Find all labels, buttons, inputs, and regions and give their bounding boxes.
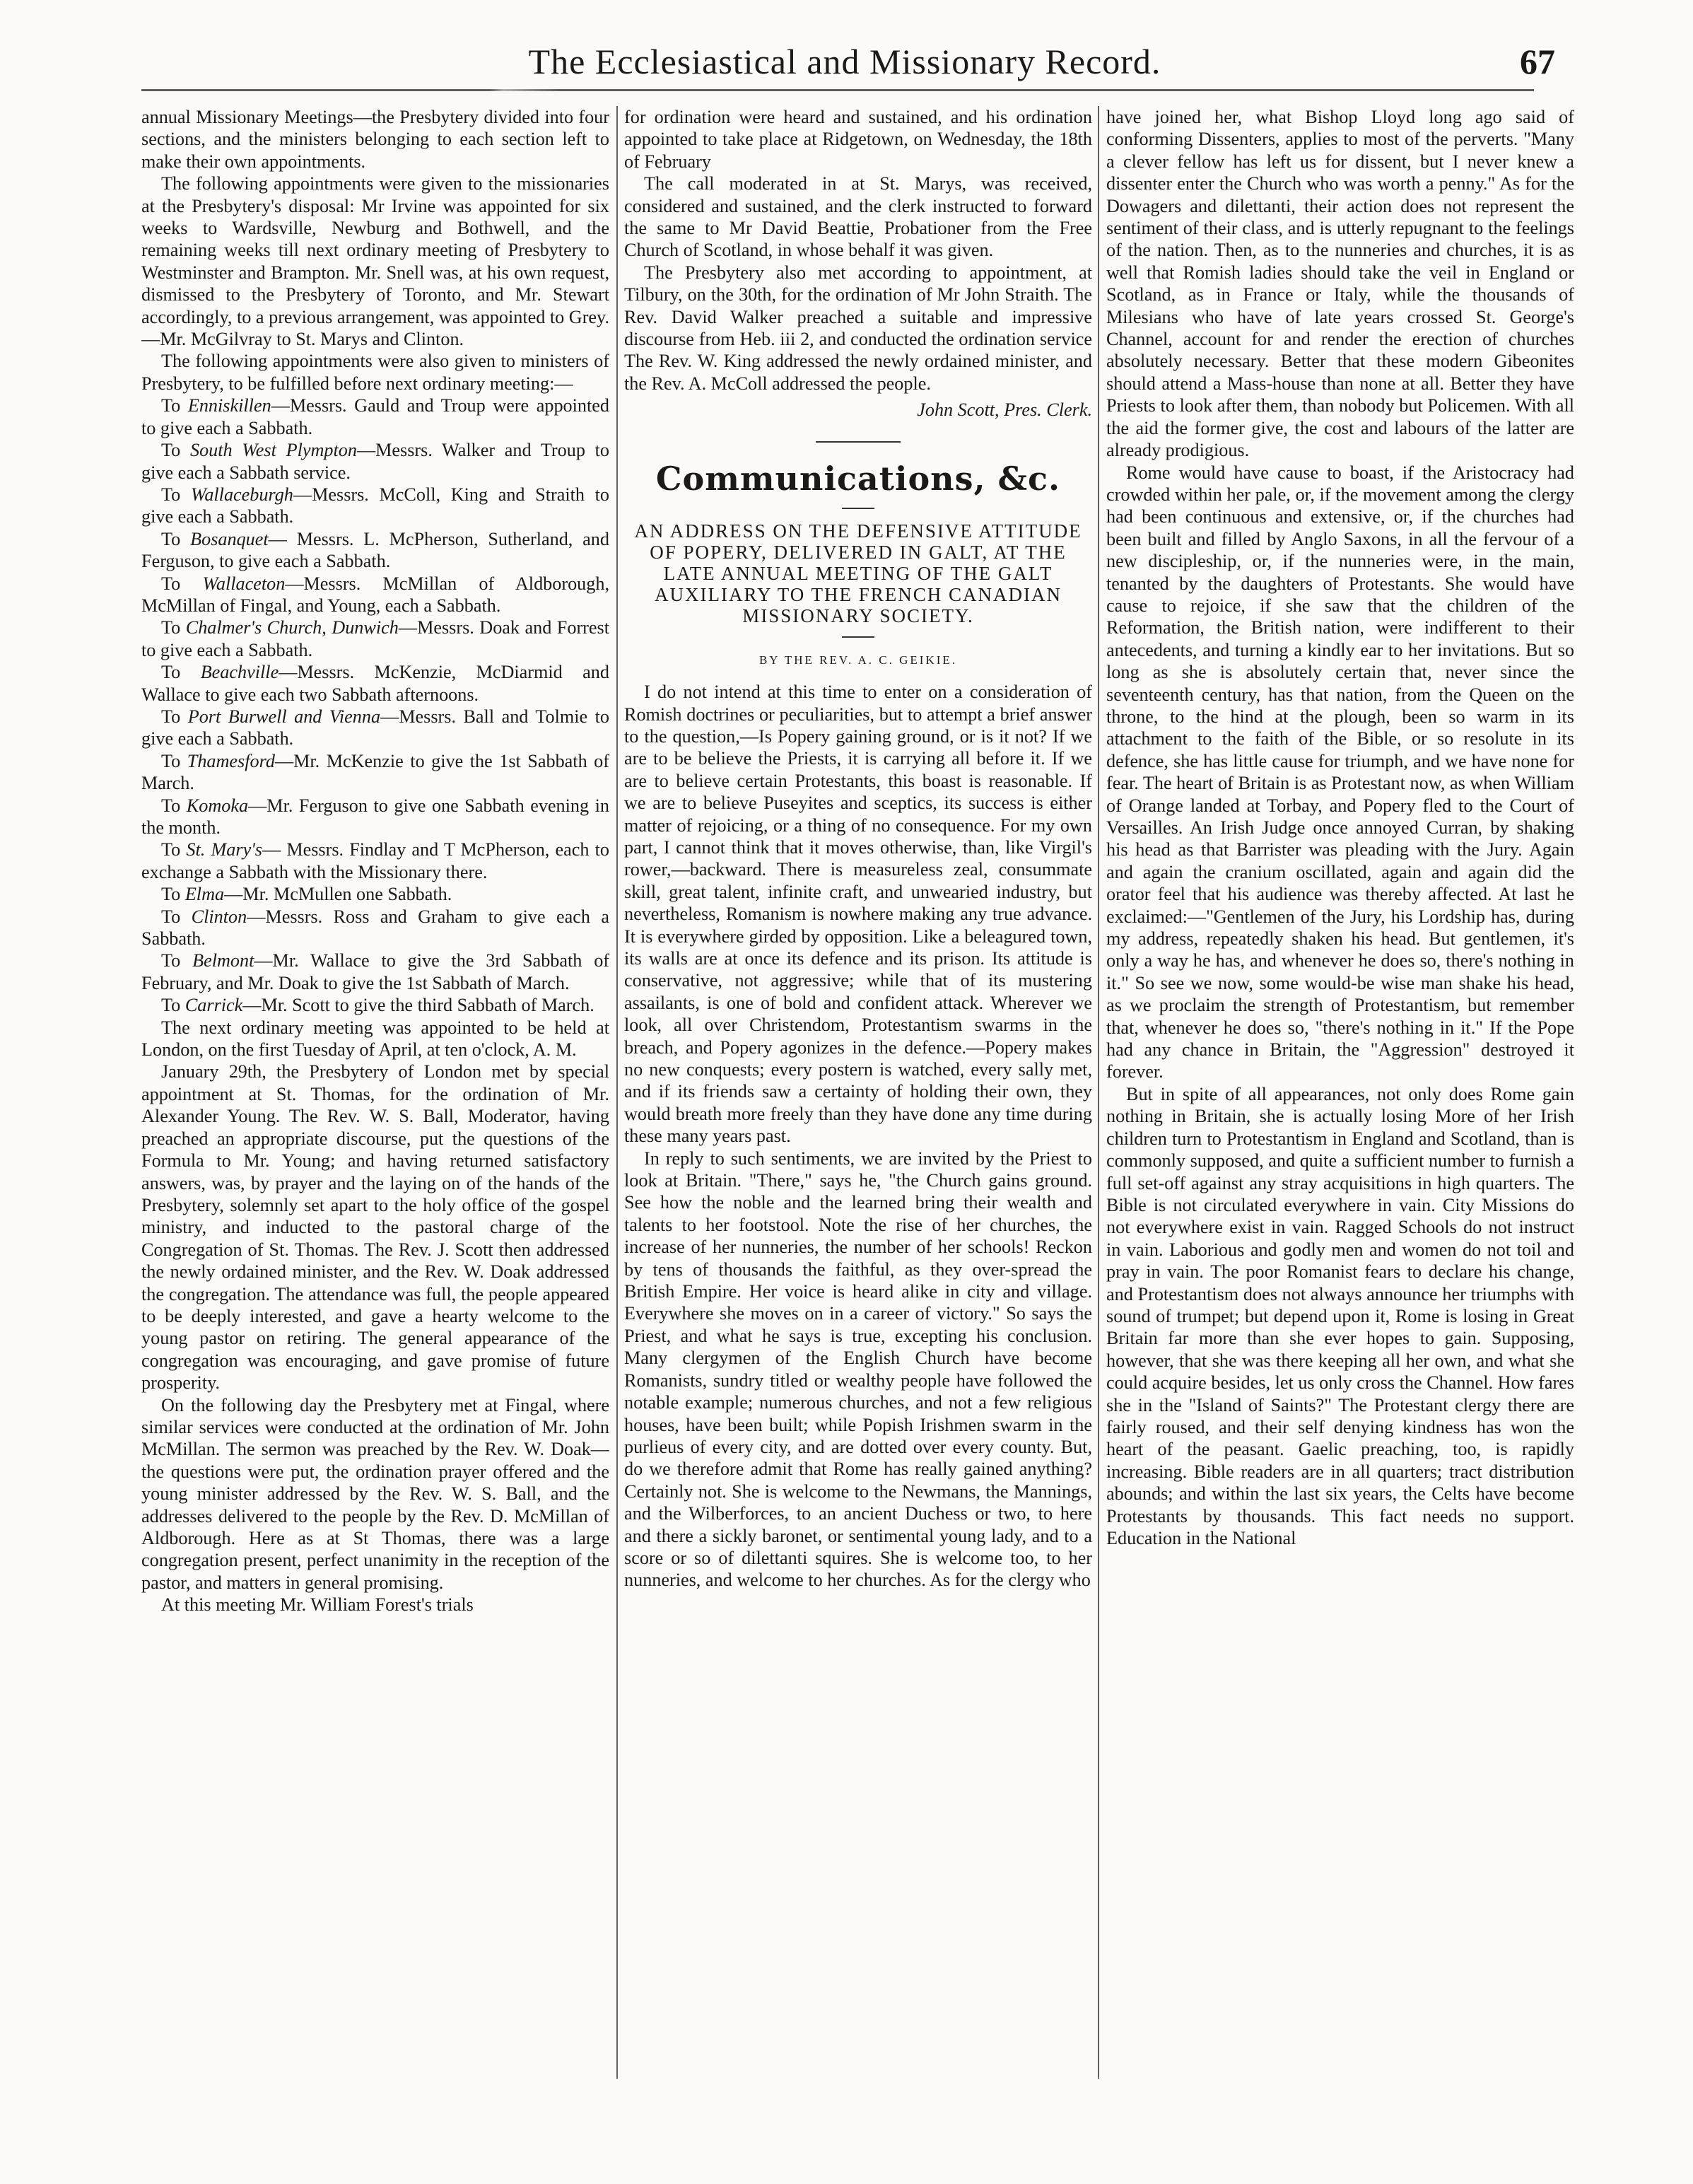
heading-divider — [842, 508, 874, 509]
publication-title: The Ecclesiastical and Missionary Record. — [528, 42, 1161, 81]
appointment-item: To South West Plympton—Messrs. Walker and Troup to give each a Sabbath service. — [141, 440, 609, 483]
appointment-place: Enniskillen — [187, 395, 271, 416]
article-byline: BY THE REV. A. C. GEIKIE. — [758, 653, 958, 667]
clerk-signature: John Scott, Pres. Clerk. — [917, 399, 1092, 421]
appointment-item: To Port Burwell and Vienna—Messrs. Ball and Tolmie to give each a Sabbath. — [141, 706, 609, 749]
appointment-text: —Messrs. McKenzie, McDiarmid and Wallace to give each two Sabbath afternoons. — [141, 662, 609, 705]
appointment-place: Komoka — [186, 795, 249, 816]
paragraph: The following appointments were given to the missionaries at the Presbytery's disposal: Mr Irvine was appointed for six weeks to Wardsville, Newburg and Bothwell, and the remaining weeks till next ordinary meeting of Presbytery to Westminster and Brampton. Mr. Snell was, at his own request, dismissed to the Presbytery of Toronto, and Mr. Stewart accordingly, to a previous arrangement, was appointed to Grey.—Mr. McGilvray to St. Marys and Clinton. — [141, 173, 609, 350]
appointment-text: —Messrs. Ball and Tolmie to give each a Sabbath. — [141, 706, 609, 749]
appointment-text: —Messrs. Gauld and Troup were appointed to give each a Sabbath. — [141, 395, 609, 438]
appointment-text: —Mr. Wallace to give the 3rd Sabbath of February, and Mr. Doak to give the 1st Sabbath of March. — [141, 950, 609, 993]
appointment-place: Clinton — [191, 906, 247, 927]
column-3 — [1106, 106, 1574, 2163]
appointment-place: Belmont — [192, 950, 254, 971]
appointment-item: To Wallaceton—Messrs. McMillan of Aldborough, McMillan of Fingal, and Young, each a Sabbath. — [141, 573, 609, 616]
appointment-item: To Wallaceburgh—Messrs. McColl, King and Straith to give each a Sabbath. — [141, 484, 609, 527]
section-heading: Communications, &c. — [655, 459, 1061, 498]
section-divider — [816, 441, 901, 443]
paragraph: The call moderated in at St. Marys, was received, considered and sustained, and the clerk instructed to forward the same to Mr David Beattie, Probationer from the Free Church of Scotland, in whose behalf it was given. — [624, 173, 1092, 261]
appointment-place: Wallaceburgh — [190, 484, 293, 505]
appointment-text: — Messrs. Findlay and T McPherson, each to exchange a Sabbath with the Missionary there. — [141, 839, 609, 882]
appointment-item: To Enniskillen—Messrs. Gauld and Troup were appointed to give each a Sabbath. — [141, 395, 609, 438]
appointment-item: To St. Mary's— Messrs. Findlay and T McPherson, each to exchange a Sabbath with the Missionary there. — [141, 839, 609, 882]
title-divider — [842, 636, 874, 638]
column-2 — [624, 106, 1092, 2163]
paragraph: In reply to such sentiments, we are invited by the Priest to look at Britain. "There," says he, "the Church gains ground. See how the noble and the learned bring their wealth and talents to her footstool. Note the rise of her churches, the increase of her nunneries, the number of her schools! Reckon by tens of thousands the faithful, as they over-spread the British Empire. Her voice is heard alike in city and village. Everywhere she moves on in a career of victory." So says the Priest, and what he says is true, excepting his conclusion. Many clergymen of the English Church have become Romanists, sundry titled or wealthy people have followed the notable example; numerous churches, and not a few religious houses, have been built; while Popish Irishmen swarm in the purlieus of every city, and are dotted over every county. But, do we therefore admit that Rome has really gained anything? Certainly not. She is welcome to the Newmans, the Mannings, and the Wilberforces, to an ancient Duchess or two, to here and there a sickly baronet, or sentimental young lady, and to a score or so of dilettanti squires. She is welcome too, to her nunneries, and welcome to her churches. As for the clergy who — [624, 1148, 1092, 1591]
appointment-place: Beachville — [200, 662, 279, 683]
page-header — [134, 41, 1555, 83]
appointment-item: To Chalmer's Church, Dunwich—Messrs. Doak and Forrest to give each a Sabbath. — [141, 617, 609, 660]
paragraph: have joined her, what Bishop Lloyd long ago said of conforming Dissenters, applies to most of the perverts. "Many a clever fellow has left us for dissent, but I never knew a dissenter enter the Church who was worth a penny." As for the Dowagers and dilettanti, their action does not represent the sentiment of their class, and is utterly repugnant to the feelings of the nation. Then, as to the nunneries and churches, it is as well that Romish ladies should take the veil in England or Scotland, as in France or Italy, while the thousands of Milesians who have of late years crossed St. George's Channel, account for and render the erection of churches absolutely necessary. Better that these modern Gibeonites should attend a Mass-house than none at all. Better they have Priests to look after them, than nobody but Policemen. With all the aid the former give, the cost and labours of the latter are already prodigious. — [1106, 107, 1574, 461]
appointment-item: To Belmont—Mr. Wallace to give the 3rd Sabbath of February, and Mr. Doak to give the 1st Sabbath of March. — [141, 950, 609, 993]
appointment-item: To Carrick—Mr. Scott to give the third Sabbath of March. — [161, 995, 594, 1016]
appointment-text: —Messrs. Walker and Troup to give each a Sabbath service. — [141, 440, 609, 483]
paragraph: annual Missionary Meetings—the Presbytery divided into four sections, and the ministers belonging to each section left to make their own appointments. — [141, 107, 609, 172]
appointment-place: Carrick — [184, 995, 243, 1016]
appointment-item: To Bosanquet— Messrs. L. McPherson, Sutherland, and Ferguson, to give each a Sabbath. — [141, 528, 609, 572]
paragraph: January 29th, the Presbytery of London met by special appointment at St. Thomas, for the ordination of Mr. Alexander Young. The Rev. W. S. Ball, Moderator, having preached an appropriate discourse, put the questions of the Formula to Mr. Young; and having returned satisfactory answers, was, by prayer and the laying on of the hands of the Presbytery, solemnly set apart to the holy office of the gospel ministry, and inducted to the pastoral charge of the Congregation of St. Thomas. The Rev. J. Scott then addressed the newly ordained minister, and the Rev. W. Doak addressed the congregation. The attendance was full, the people appeared to be deeply interested, and gave a hearty welcome to the young pastor on retiring. The general appearance of the congregation was encouraging, and gave promise of future prosperity. — [141, 1061, 609, 1394]
appointment-item: To Beachville—Messrs. McKenzie, McDiarmid and Wallace to give each two Sabbath afternoons. — [141, 662, 609, 705]
appointment-item: To Thamesford—Mr. McKenzie to give the 1st Sabbath of March. — [141, 750, 609, 794]
column-1 — [141, 106, 609, 2163]
paragraph: The Presbytery also met according to appointment, at Tilbury, on the 30th, for the ordination of Mr John Straith. The Rev. David Walker preached a suitable and impressive discourse from Heb. iii 2, and conducted the ordination service The Rev. W. King addressed the newly ordained minister, and the Rev. A. McColl addressed the people. — [624, 262, 1092, 394]
appointment-item: To Clinton—Messrs. Ross and Graham to give each a Sabbath. — [141, 906, 609, 950]
article-title: AN ADDRESS ON THE DEFENSIVE ATTITUDE OF POPERY, DELIVERED IN GALT, AT THE LATE ANNUAL MEETING OF THE GALT AUXILIARY TO THE FRENCH CANADIAN MISSIONARY SOCIETY. — [634, 520, 1082, 626]
paragraph: The next ordinary meeting was appointed to be held at London, on the first Tuesday of April, at ten o'clock, A. M. — [141, 1017, 609, 1061]
paragraph: I do not intend at this time to enter on a consideration of Romish doctrines or peculiarities, but to attempt a brief answer to the question,—Is Popery gaining ground, or is it not? If we are to be believe the Priests, it is carrying all before it. If we are to believe certain Protestants, this boast is reasonable. If we are to believe Puseyites and sceptics, its success is either matter of rejoicing, or a thing of no consequence. For my own part, I cannot think that it moves otherwise, than, like Virgil's rower,—backward. There is measureless zeal, consummate skill, great talent, infinite craft, and unwearied industry, but nevertheless, Romanism is nowhere making any true advance. It is everywhere girded by opposition. Like a beleagured town, its walls are at once its defence and its prison. Its attitude is conservative, not aggressive; while that of its mustering assailants, is one of bold and confident attack. Wherever we look, all over Christendom, Protestantism swarms in the breach, and Popery agonizes in the defence.—Popery makes no new conquests; every postern is watched, every sally met, and if its friends saw a certainty of holding their own, they would breath more freely than they have done any time during these many years past. — [624, 682, 1092, 1147]
appointment-place: Thamesford — [187, 750, 275, 771]
header-rule — [141, 89, 1534, 91]
appointment-text: —Mr. Ferguson to give one Sabbath evening in the month. — [141, 795, 609, 838]
appointment-text: —Messrs. Doak and Forrest to give each a Sabbath. — [141, 617, 609, 660]
appointment-text: —Messrs. McMillan of Aldborough, McMillan of Fingal, and Young, each a Sabbath. — [141, 573, 609, 616]
appointment-text: —Messrs. McColl, King and Straith to give each a Sabbath. — [141, 484, 609, 527]
appointment-place: South West Plympton — [189, 440, 357, 461]
appointment-text: —Messrs. Ross and Graham to give each a Sabbath. — [141, 906, 609, 950]
appointment-place: Bosanquet — [190, 528, 269, 549]
appointment-place: St. Mary's — [186, 839, 262, 860]
page-number: 67 — [1520, 42, 1555, 81]
paragraph: for ordination were heard and sustained, and his ordination appointed to take place at Ridgetown, on Wednesday, the 18th of February — [624, 107, 1092, 172]
appointment-text: —Mr. Scott to give the third Sabbath of March. — [242, 995, 594, 1016]
column-divider — [1098, 106, 1099, 2079]
column-divider — [616, 106, 618, 2079]
appointment-place: Elma — [184, 884, 225, 905]
paragraph: At this meeting Mr. William Forest's trials — [161, 1594, 474, 1616]
appointment-text: — Messrs. L. McPherson, Sutherland, and Ferguson, to give each a Sabbath. — [141, 528, 609, 572]
appointment-place: Chalmer's Church, Dunwich — [185, 617, 399, 638]
appointment-item: To Komoka—Mr. Ferguson to give one Sabbath evening in the month. — [141, 795, 609, 838]
appointment-place: Wallaceton — [202, 573, 286, 594]
appointment-item: To Elma—Mr. McMullen one Sabbath. — [161, 884, 452, 905]
paragraph: On the following day the Presbytery met at Fingal, where similar services were conducted at the ordination of Mr. John McMillan. The sermon was preached by the Rev. W. Doak—the questions were put, the ordination prayer offered and the young minister addressed by the Rev. W. S. Ball, and the addresses delivered to the people by the Rev. D. McMillan of Aldborough. Here as at St Thomas, there was a large congregation present, perfect unanimity in the reception of the pastor, and matters in general promising. — [141, 1394, 609, 1593]
paragraph: The following appointments were also given to ministers of Presbytery, to be fulfilled before next ordinary meeting:— — [141, 351, 609, 394]
paragraph: Rome would have cause to boast, if the Aristocracy had crowded within her pale, or, if the movement among the clergy had been continuous and extensive, or, if the churches had been built and filled by Anglo Saxons, in all the fervour of a new discipleship, or, if the nunneries were, in the main, tenanted by the daughters of Protestants. She would have cause to rejoice, if she saw that the children of the Reformation, the British nation, were indifferent to their antecedents, and turning a kindly ear to her invitations. But so long as she is absolutely certain that, never since the seventeenth century, has that nation, from the Queen on the throne, to the hind at the plough, been so warm in its attachment to the faith of the Bible, or so resolute in its defence, she has little cause for triumph, and we have none for fear. The heart of Britain is as Protestant now, as when William of Orange landed at Torbay, and Popery fled to the Court of Versailles. An Irish Judge once annoyed Curran, by shaking his head as that Barrister was pleading with the Jury. Again and again the cranium oscillated, again and again did the orator feel that his audience was thereby affected. At last he exclaimed:—"Gentlemen of the Jury, his Lordship has, during my address, repeatedly shaken his head. But gentlemen, it's only a way he has, and whenever he does so, there's nothing in it." So see we now, some would-be wise man shake his head, as we proclaim the strength of Protestantism, but remember that, whenever he does so, "there's nothing in it." If the Pope had any chance in Britain, the "Aggression" destroyed it forever. — [1106, 462, 1574, 1082]
paragraph: But in spite of all appearances, not only does Rome gain nothing in Britain, she is actually losing More of her Irish children turn to Protestantism in England and Scotland, than is commonly supposed, and quite a sufficient number to furnish a full set-off against any stray acquisitions in high quarters. The Bible is not circulated everywhere in vain. City Missions do not everywhere exist in vain. Ragged Schools do not instruct in vain. Laborious and godly men and women do not toil and pray in vain. The poor Romanist fears to declare his change, and Protestantism does not always announce her triumphs with sound of trumpet; but depend upon it, Rome is losing in Great Britain far more than she ever hopes to gain. Supposing, however, that she was there keeping all her own, and what she could acquire besides, let us only cross the Channel. How fares she in the "Island of Saints?" The Protestant clergy there are fairly roused, and their self denying kindness has won the heart of the peasant. Gaelic preaching, too, is rapidly increasing. Bible readers are in all quarters; tract distribution abounds; and within the last six years, the Celts have become Protestants by thousands. This fact needs no support. Education in the National — [1106, 1083, 1574, 1548]
appointment-text: —Mr. McKenzie to give the 1st Sabbath of March. — [141, 750, 609, 794]
appointment-place: Port Burwell and Vienna — [187, 706, 381, 727]
appointment-text: —Mr. McMullen one Sabbath. — [224, 884, 452, 905]
